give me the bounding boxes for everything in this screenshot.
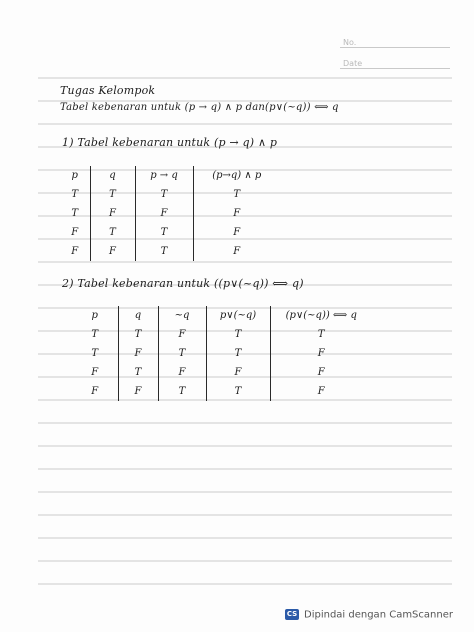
table-cell: T (90, 223, 135, 242)
table-cell: T (193, 185, 280, 204)
table-row (72, 363, 372, 382)
table-cell: T (270, 325, 372, 344)
table-row (72, 344, 372, 363)
page-subtitle: Tabel kebenaran untuk (p → q) ∧ p dan(p∨(~q)) ⟺ q (60, 102, 339, 113)
table-cell: T (91, 329, 99, 340)
table-cell: T (118, 325, 158, 344)
column-header: q (118, 306, 158, 325)
table-cell: F (135, 204, 193, 223)
column-header: ~q (158, 306, 206, 325)
table-cell: F (270, 344, 372, 363)
table-cell: F (158, 325, 206, 344)
no-label: No. (343, 38, 357, 47)
table-row (60, 223, 280, 242)
section2-heading: 2) Tabel kebenaran untuk ((p∨(~q)) ⟺ q) (62, 277, 304, 290)
table-cell: T (158, 382, 206, 401)
section1-heading: 1) Tabel kebenaran untuk (p → q) ∧ p (62, 136, 278, 149)
truth-table-1 (60, 166, 280, 261)
table-cell: F (158, 363, 206, 382)
truth-table-2 (72, 306, 372, 401)
table-cell: T (206, 382, 270, 401)
table-cell: F (91, 367, 99, 378)
table-cell: F (90, 242, 135, 261)
table-cell: T (90, 185, 135, 204)
table-row (60, 242, 280, 261)
watermark-text: Dipindai dengan CamScanner (304, 609, 453, 621)
table-cell: T (135, 242, 193, 261)
table-cell: T (118, 363, 158, 382)
table-cell: F (193, 204, 280, 223)
table-header-row (72, 306, 372, 325)
date-label: Date (343, 59, 363, 68)
table-cell: F (118, 344, 158, 363)
column-header: (p∨(~q)) ⟺ q (270, 306, 372, 325)
table-cell: F (270, 363, 372, 382)
camscanner-icon: CS (286, 610, 298, 618)
column-header: p∨(~q) (206, 306, 270, 325)
table-cell: T (71, 189, 79, 200)
column-header: p (71, 170, 78, 181)
table-row (72, 325, 372, 344)
table-cell: T (91, 348, 99, 359)
table-cell: T (135, 223, 193, 242)
table-cell: T (135, 185, 193, 204)
table-row (60, 185, 280, 204)
table-cell: F (90, 204, 135, 223)
table-cell: F (206, 363, 270, 382)
page-title: Tugas Kelompok (60, 84, 156, 97)
table-cell: T (206, 325, 270, 344)
table-cell: F (118, 382, 158, 401)
table-cell: T (206, 344, 270, 363)
table-row (72, 382, 372, 401)
table-row (60, 204, 280, 223)
table-cell: T (71, 208, 79, 219)
column-header: p → q (135, 166, 193, 185)
table-cell: T (158, 344, 206, 363)
column-header: (p→q) ∧ p (193, 166, 280, 185)
table-cell: F (91, 386, 99, 397)
table-cell: F (270, 382, 372, 401)
table-cell: F (193, 223, 280, 242)
table-cell: F (193, 242, 280, 261)
table-header-row (60, 166, 280, 185)
column-header: p (91, 310, 98, 321)
table-cell: F (71, 227, 79, 238)
scanner-watermark (285, 609, 453, 621)
table-cell: F (71, 246, 79, 257)
column-header: q (90, 166, 135, 185)
